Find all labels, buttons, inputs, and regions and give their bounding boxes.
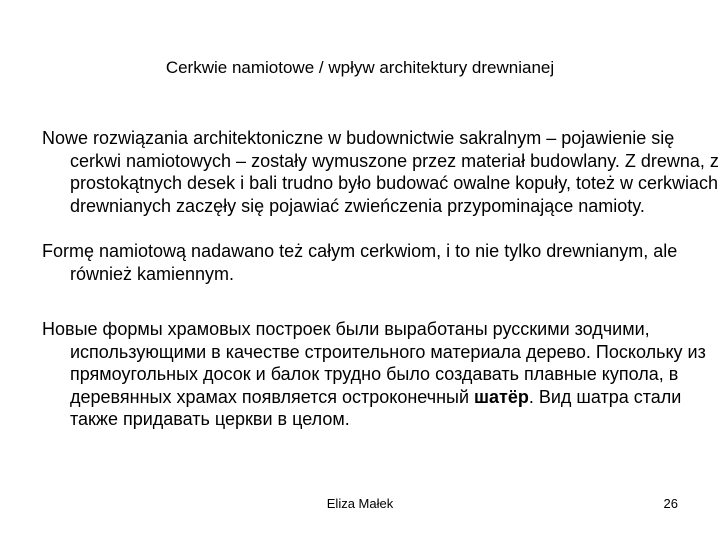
paragraph-russian [42, 318, 720, 431]
page-number: 26 [663, 496, 678, 511]
emphasized-term: шатёр [474, 386, 529, 407]
paragraph-polish-1: Nowe rozwiązania architektoniczne w budownictwie sakralnym – pojawienie się cerkwi namiotowych – zostały wymuszone przez materiał budowlany. Z drewna, z prostokątnych desek i bali trudno było budować owalne kopuły, toteż w cerkwiach drewnianych zaczęły się pojawiać zwieńczenia przypominające namioty. [42, 128, 719, 216]
footer-author: Eliza Małek [326, 496, 394, 511]
paragraph-russian-text-start: Новые формы храмовых построек были выработаны русскими зодчими, использующими в качестве строительного материала дерево. Поскольку из прямоугольных досок и балок трудно было создавать плавные купола, в деревянных храмах появляется остроконечный [42, 319, 706, 407]
slide-title: Cerkwie namiotowe / wpływ architektury drewnianej [165, 58, 555, 77]
paragraph-polish-2: Formę namiotową nadawano też całym cerkwiom, i to nie tylko drewnianym, ale również kamiennym. [42, 241, 678, 284]
paragraph-russian-text-end: . Вид шатра стали также придавать церкви в целом. [70, 386, 682, 429]
